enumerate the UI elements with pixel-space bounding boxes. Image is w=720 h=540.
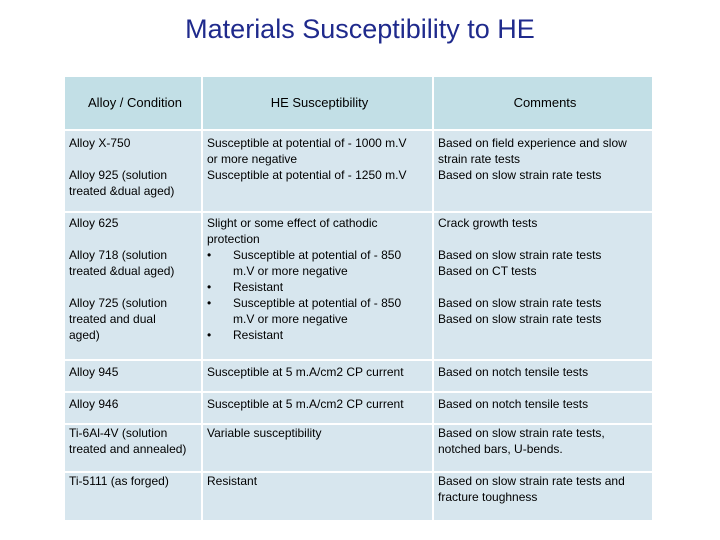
cell-line: Based on slow strain rate tests bbox=[438, 312, 602, 326]
cell-line: • Resistant bbox=[233, 328, 284, 342]
table-row-4-alloy: Alloy 946 bbox=[65, 393, 201, 423]
cell-line: Susceptible at potential of - 1250 m.V bbox=[207, 168, 407, 182]
cell-line: protection bbox=[207, 232, 260, 246]
cell-line: Based on CT tests bbox=[438, 264, 537, 278]
table-row-3-alloy: Alloy 945 bbox=[65, 361, 201, 391]
table-row-5-comments bbox=[434, 425, 652, 471]
table-row-1-alloy bbox=[65, 131, 201, 211]
cell-line: aged) bbox=[69, 328, 100, 342]
table-row-1-comments bbox=[434, 131, 652, 211]
table-row-5-alloy bbox=[65, 425, 201, 471]
cell-line: Alloy X-750 bbox=[69, 136, 131, 150]
table-row-2-alloy bbox=[65, 213, 201, 359]
bullet-item bbox=[207, 279, 432, 295]
cell-line: m.V or more negative bbox=[233, 264, 348, 278]
table-row-3-comments: Based on notch tensile tests bbox=[434, 361, 652, 391]
cell-line: • Susceptible at potential of - 850 bbox=[233, 248, 402, 262]
cell-line: treated &dual aged) bbox=[69, 264, 175, 278]
table-row-3-susceptibility: Susceptible at 5 m.A/cm2 CP current bbox=[203, 361, 432, 391]
header-comments: Comments bbox=[434, 77, 652, 129]
cell-line bbox=[438, 279, 652, 295]
cell-line: fracture toughness bbox=[438, 490, 538, 504]
cell-line: • Resistant bbox=[233, 280, 284, 294]
table-row-6-alloy: Ti-5111 (as forged) bbox=[65, 473, 201, 520]
cell-line: Alloy 625 bbox=[69, 216, 119, 230]
cell-line: or more negative bbox=[207, 152, 298, 166]
cell-line bbox=[438, 231, 652, 247]
table-row-2-comments bbox=[434, 213, 652, 359]
table-row-1-susceptibility bbox=[203, 131, 432, 211]
cell-line: treated &dual aged) bbox=[69, 184, 175, 198]
page-title: Materials Susceptibility to HE bbox=[185, 14, 535, 44]
cell-line bbox=[69, 151, 201, 167]
cell-line: Alloy 718 (solution bbox=[69, 248, 168, 262]
header-he-susceptibility: HE Susceptibility bbox=[203, 77, 432, 129]
table-row-6-susceptibility: Resistant bbox=[203, 473, 432, 520]
cell-line: Susceptible at potential of - 1000 m.V bbox=[207, 136, 407, 150]
table-row-6-comments bbox=[434, 473, 652, 520]
bullet-item bbox=[207, 327, 432, 343]
cell-line: Based on slow strain rate tests bbox=[438, 168, 602, 182]
cell-line: Based on slow strain rate tests bbox=[438, 248, 602, 262]
header-alloy-condition: Alloy / Condition bbox=[65, 77, 201, 129]
cell-line: Based on slow strain rate tests bbox=[438, 296, 602, 310]
cell-line bbox=[69, 231, 201, 247]
bullet-item bbox=[207, 295, 432, 327]
cell-line: Slight or some effect of cathodic bbox=[207, 216, 378, 230]
cell-line: Ti-6Al-4V (solution bbox=[69, 426, 168, 440]
cell-line: notched bars, U-bends. bbox=[438, 442, 563, 456]
cell-line: Alloy 725 (solution bbox=[69, 296, 168, 310]
cell-line: strain rate tests bbox=[438, 152, 521, 166]
cell-line bbox=[69, 279, 201, 295]
table-row-4-susceptibility: Susceptible at 5 m.A/cm2 CP current bbox=[203, 393, 432, 423]
cell-line: treated and dual bbox=[69, 312, 156, 326]
table-row-4-comments: Based on notch tensile tests bbox=[434, 393, 652, 423]
cell-line: treated and annealed) bbox=[69, 442, 187, 456]
cell-line: Based on slow strain rate tests and bbox=[438, 474, 625, 488]
cell-line: Crack growth tests bbox=[438, 216, 538, 230]
bullet-item bbox=[207, 247, 432, 279]
cell-line: • Susceptible at potential of - 850 bbox=[233, 296, 402, 310]
table-row-5-susceptibility: Variable susceptibility bbox=[203, 425, 432, 471]
cell-line: m.V or more negative bbox=[233, 312, 348, 326]
table-row-2-susceptibility bbox=[203, 213, 432, 359]
cell-line: Based on slow strain rate tests, bbox=[438, 426, 605, 440]
cell-line: Alloy 925 (solution bbox=[69, 168, 168, 182]
cell-line: Based on field experience and slow bbox=[438, 136, 627, 150]
